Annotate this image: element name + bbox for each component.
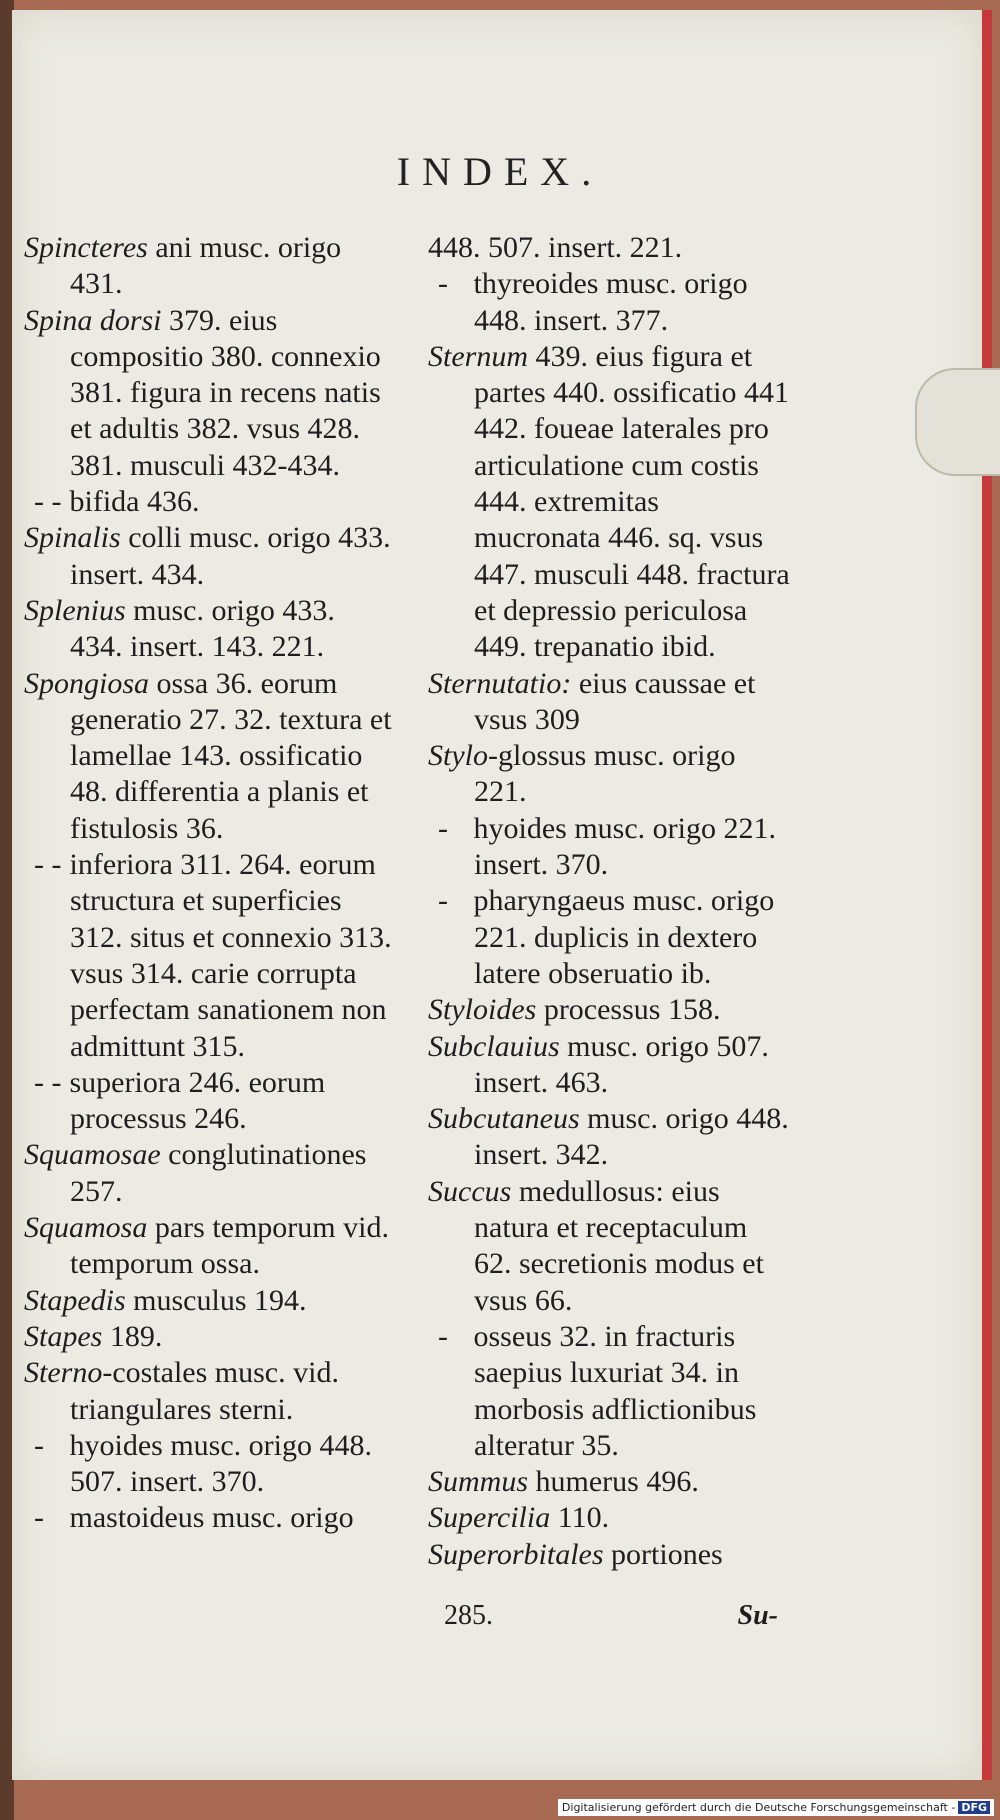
entry-text: 439. eius figura et partes 440. ossificatio 441 442. foueae laterales pro articulatione cum costis 444. extremitas mucronata 446. sq. vsus 447. musculi 448. fractura et depressio periculosa 449. trepanatio ibid. [474, 339, 790, 664]
index-entry [428, 666, 790, 739]
index-entry [24, 484, 394, 520]
entry-headword: Squamosa [24, 1211, 148, 1245]
index-entry [24, 1355, 394, 1428]
entry-text: pars temporum vid. temporum ossa. [70, 1211, 389, 1281]
index-entry [428, 1500, 790, 1536]
entry-text: portiones [603, 1537, 723, 1571]
index-entry [24, 303, 394, 484]
dfg-logo: DFG [958, 1801, 990, 1814]
entry-dash: - [438, 1319, 448, 1353]
entry-headword: Sterno [24, 1356, 103, 1390]
index-entry [24, 1137, 394, 1210]
entry-text: -costales musc. vid. triangulares sterni. [70, 1356, 339, 1426]
index-entry [24, 230, 394, 303]
footer-page-ref: 285. [444, 1600, 493, 1631]
entry-text: humerus 496. [528, 1465, 699, 1499]
index-entry [428, 1029, 790, 1102]
index-entry [24, 1283, 394, 1319]
entry-headword: Squamosae [24, 1138, 161, 1172]
entry-headword: Supercilia [428, 1501, 551, 1535]
index-entry [428, 266, 790, 339]
index-entry [428, 230, 790, 266]
index-entry [24, 847, 394, 1065]
entry-dash: - [34, 1428, 44, 1462]
entry-headword: Sternum [428, 339, 528, 373]
entry-headword: Stapedis [24, 1283, 126, 1317]
index-entry [24, 1065, 394, 1138]
index-column-right [428, 230, 790, 1573]
index-entry [428, 738, 790, 811]
index-entry [24, 593, 394, 666]
entry-text: 189. [102, 1319, 163, 1353]
entry-text: ani musc. origo 431. [70, 231, 342, 301]
entry-headword: Subcutaneus [428, 1102, 580, 1136]
entry-text: processus 158. [536, 993, 721, 1027]
entry-text: medullosus: eius natura et receptaculum 62. secretionis modus et vsus 66. [474, 1174, 764, 1317]
entry-text: pharyngaeus musc. origo 221. duplicis in dextero latere obseruatio ib. [466, 884, 775, 990]
entry-headword: Stapes [24, 1319, 103, 1353]
entry-headword: Spongiosa [24, 666, 150, 700]
entry-headword: Subclauius [428, 1029, 560, 1063]
index-entry [428, 883, 790, 992]
index-entry [428, 1464, 790, 1500]
index-entry [24, 1319, 394, 1355]
index-entry [428, 1174, 790, 1319]
entry-text: hyoides musc. origo 221. insert. 370. [466, 811, 776, 882]
entry-text: inferiora 311. 264. eorum structura et superficies 312. situs et connexio 313. vsus 314. carie corrupta perfectam sanationem non admittunt 315. [62, 848, 392, 1063]
entry-headword: Spina dorsi [24, 303, 162, 337]
entry-text: 379. eius compositio 380. connexio 381. figura in recens natis et adultis 382. vsus 428. 381. musculi 432-434. [70, 303, 381, 482]
index-entry [428, 992, 790, 1028]
footer-catchword: Su- [737, 1600, 778, 1631]
entry-text: thyreoides musc. origo 448. insert. 377. [466, 267, 748, 337]
entry-text: 448. 507. insert. 221. [428, 231, 683, 264]
entry-dash: - [34, 1501, 44, 1535]
index-entry [24, 666, 394, 847]
entry-text: conglutinationes 257. [70, 1138, 367, 1208]
entry-text: ossa 36. eorum generatio 27. 32. textura et lamellae 143. ossificatio 48. differentia a planis et fistulosis 36. [70, 666, 392, 845]
entry-text: musc. origo 433. 434. insert. 143. 221. [70, 593, 335, 664]
entry-text: hyoides musc. origo 448. 507. insert. 370. [62, 1428, 372, 1499]
index-entry [428, 811, 790, 884]
entry-headword: Summus [428, 1465, 529, 1499]
entry-headword: Stylo [428, 739, 488, 773]
entry-dash: - [438, 884, 448, 918]
index-entry [428, 1537, 790, 1573]
entry-headword: Styloides [428, 993, 537, 1027]
index-entry [24, 520, 394, 593]
entry-dash: - - [34, 848, 62, 882]
entry-text: bifida 436. [62, 485, 200, 519]
entry-text: mastoideus musc. origo [62, 1501, 354, 1535]
entry-headword: Superorbitales [428, 1537, 604, 1571]
entry-text: 110. [550, 1501, 610, 1535]
page-edge-red [982, 10, 992, 1780]
entry-dash: - [438, 811, 448, 845]
index-entry [428, 1319, 790, 1464]
entry-text: musc. origo 507. insert. 463. [474, 1029, 769, 1099]
entry-dash: - - [34, 485, 62, 519]
index-entry [24, 1210, 394, 1283]
page-heading: INDEX. [396, 149, 604, 194]
credit-text: Digitalisierung gefördert durch die Deutsche Forschungsgemeinschaft - [561, 1801, 956, 1814]
entry-headword: Succus [428, 1174, 512, 1208]
entry-headword: Spincteres [24, 231, 148, 264]
entry-text: colli musc. origo 433. insert. 434. [70, 521, 391, 591]
entry-dash: - [438, 267, 448, 301]
entry-headword: Spinalis [24, 521, 121, 555]
entry-headword: Sternutatio: [428, 666, 572, 700]
entry-text: osseus 32. in fracturis saepius luxuriat 34. in morbosis adflictionibus alteratur 35. [466, 1319, 757, 1462]
index-column-left [24, 230, 394, 1537]
index-entry [428, 339, 790, 666]
entry-text: eius caussae et vsus 309 [474, 666, 756, 736]
digitization-credit [558, 1799, 994, 1816]
index-entry [24, 1500, 394, 1536]
index-entry [24, 1428, 394, 1501]
entry-headword: Splenius [24, 593, 126, 627]
entry-text: superiora 246. eorum processus 246. [62, 1065, 326, 1136]
entry-text: -glossus musc. origo 221. [474, 739, 736, 809]
entry-text: musculus 194. [125, 1283, 307, 1317]
entry-dash: - - [34, 1065, 62, 1099]
entry-text: musc. origo 448. insert. 342. [474, 1102, 789, 1172]
index-entry [428, 1101, 790, 1174]
page-tab-marker [915, 368, 1000, 476]
